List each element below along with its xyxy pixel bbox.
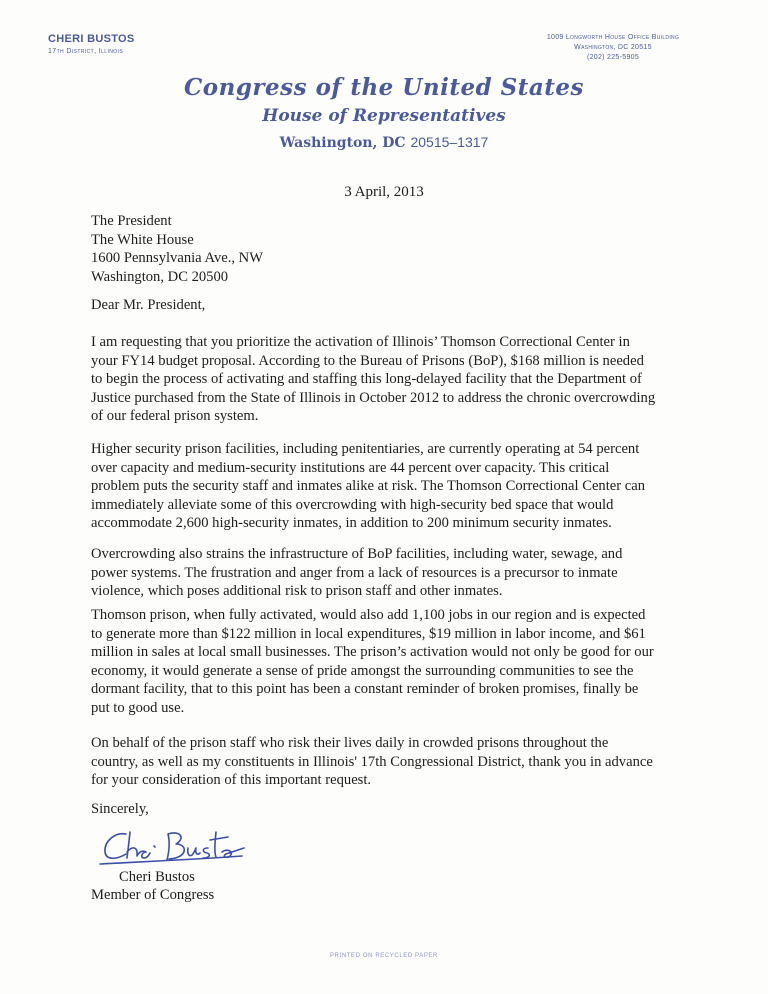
handwritten-signature [96, 826, 246, 872]
salutation: Dear Mr. President, [91, 297, 206, 313]
signature-name: Cheri Bustos [119, 869, 195, 885]
recipient-line: The President [91, 213, 172, 229]
sender-district: 17th District, Illinois [48, 48, 124, 55]
letterhead-congress: Congress of the United States [183, 74, 585, 101]
office-phone: (202) 225-5905 [586, 54, 640, 61]
recycled-paper-footer: PRINTED ON RECYCLED PAPER [330, 953, 438, 959]
recipient-line: The White House [91, 231, 194, 248]
text-line: dormant facility, that to this point has been a constant reminder of broken promises, finally be [91, 681, 639, 697]
letterhead-zip: 20515–1317 [410, 134, 489, 150]
text-line: million in sales at local small businesses. The prison’s activation would not only be good for our [91, 644, 654, 660]
signature-title: Member of Congress [91, 887, 215, 903]
sender-header [48, 33, 135, 55]
letterhead-city-name: Washington, DC [279, 135, 406, 151]
text-line: your FY14 budget proposal. According to the Bureau of Prisons (BoP), $168 million is needed [91, 352, 644, 369]
text-line: immediately alleviate some of this overcrowding with high-security bed space that would [91, 496, 614, 513]
text-line: On behalf of the prison staff who risk their lives daily in crowded prisons throughout the [91, 735, 609, 751]
text-line: Overcrowding also strains the infrastructure of BoP facilities, including water, sewage, and [91, 546, 623, 562]
text-line: power systems. The frustration and anger from a lack of resources is a precursor to inmate [91, 564, 618, 581]
recipient-line: Washington, DC 20500 [91, 268, 229, 285]
text-line: economy, it would generate a sense of pride amongst the surrounding communities to see the [91, 662, 634, 679]
paragraph-2 [91, 440, 691, 533]
paragraph-1 [91, 333, 691, 426]
text-line: problem puts the security staff and inmates alike at risk. The Thomson Correctional Center can [91, 478, 646, 494]
letterhead-house: House of Representatives [262, 106, 506, 126]
office-line2: Washington, DC 20515 [574, 44, 652, 51]
office-line1: 1009 Longworth House Office Building [546, 34, 680, 41]
text-line: of our federal prison system. [91, 408, 259, 424]
sender-name: CHERI BUSTOS [48, 33, 135, 45]
text-line: I am requesting that you prioritize the activation of Illinois’ Thomson Correctional Center in [91, 334, 630, 350]
text-line: country, as well as my constituents in Illinois' 17th Congressional District, thank you in advance [91, 753, 653, 770]
paragraph-5 [91, 734, 691, 790]
text-line: for your consideration of this important request. [91, 772, 372, 788]
text-line: violence, which poses additional risk to prison staff and other inmates. [91, 583, 503, 599]
text-line: Justice purchased from the State of Illinois in October 2012 to address the chronic overcrowding [91, 389, 656, 406]
text-line: to generate more than $122 million in local expenditures, $19 million in labor income, and $61 [91, 625, 646, 642]
paragraph-4 [91, 606, 691, 717]
letterhead-city [0, 133, 768, 152]
text-line: Higher security prison facilities, including penitentiaries, are currently operating at 54 percent [91, 441, 640, 457]
letterhead [0, 74, 768, 152]
text-line: put to good use. [91, 699, 185, 716]
recipient-line: 1600 Pennsylvania Ave., NW [91, 250, 263, 266]
text-line: accommodate 2,600 high-security inmates, in addition to 200 minimum security inmates. [91, 515, 612, 531]
recipient-address [91, 212, 691, 286]
closing: Sincerely, [91, 801, 149, 817]
text-line: to begin the process of activating and staffing this long-delayed facility that the Department of [91, 371, 642, 387]
office-address [493, 33, 733, 63]
text-line: Thomson prison, when fully activated, would also add 1,100 jobs in our region and is expected [91, 607, 646, 623]
letter-date: 3 April, 2013 [344, 184, 424, 200]
paragraph-3 [91, 545, 691, 601]
text-line: over capacity and medium-security institutions are 44 percent over capacity. This critical [91, 459, 610, 476]
